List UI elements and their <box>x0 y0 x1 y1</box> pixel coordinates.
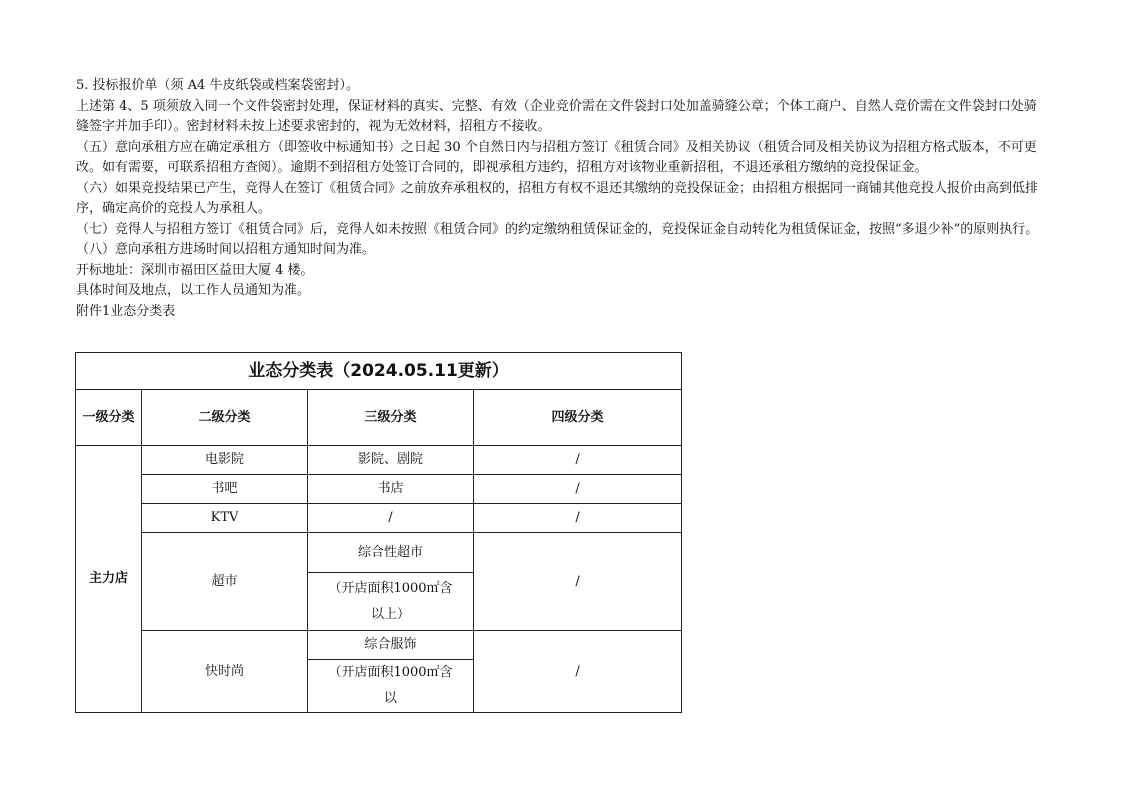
attachment-caption: 附件1业态分类表 <box>76 303 176 319</box>
ktv-l3: / <box>308 504 474 533</box>
category-table <box>75 352 682 713</box>
table-row <box>76 475 682 504</box>
cinema-l4: / <box>474 446 682 475</box>
cinema-l2: 电影院 <box>142 446 308 475</box>
paragraph-sealing: 上述第 4、5 项须放入同一个文件袋密封处理，保证材料的真实、完整、有效（企业竞价需在文件袋封口处加盖骑缝公章；个体工商户、自然人竞价需在文件袋封口处骑缝签字并加手印）。密封材料未按上述要求密封的，视为无效材料，招租方不接收。 <box>76 98 1037 134</box>
fastfashion-l3b: （开店面积1000㎡含以 <box>308 660 474 713</box>
bookbar-l4: / <box>474 475 682 504</box>
paragraph-item-5: （五）意向承租方应在确定承租方（即签收中标通知书）之日起 30 个自然日内与招租方签订《租赁合同》及相关协议（租赁合同及相关协议为招租方格式版本，不可更改。如有需要，可联系招租方查阅）。逾期不到招租方处签订合同的，即视承租方违约，招租方对该物业重新招租，不退还承租方缴纳的竞投保证金。 <box>76 139 1037 175</box>
paragraph-schedule: 具体时间及地点，以工作人员通知为准。 <box>76 283 311 298</box>
fastfashion-l2: 快时尚 <box>142 631 308 713</box>
table-row <box>76 504 682 533</box>
header-level1: 一级分类 <box>76 390 142 446</box>
paragraph-bid-quote: 5. 投标报价单（须 A4 牛皮纸袋或档案袋密封）。 <box>76 78 359 93</box>
paragraph-item-7: （七）竞得人与招租方签订《租赁合同》后，竞得人如未按照《租赁合同》的约定缴纳租赁保证金的，竞投保证金自动转化为租赁保证金，按照“多退少补”的原则执行。 <box>76 221 1039 237</box>
fastfashion-l4: / <box>474 631 682 713</box>
paragraph-address: 开标地址：深圳市福田区益田大厦 4 楼。 <box>76 262 314 278</box>
ktv-l4: / <box>474 504 682 533</box>
supermarket-l3b: （开店面积1000㎡含以上） <box>308 573 474 631</box>
paragraph-item-6: （六）如果竞投结果已产生，竞得人在签订《租赁合同》之前放弃承租权的，招租方有权不退还其缴纳的竞投保证金；由招租方根据同一商铺其他竞投人报价由高到低排序，确定高价的竞投人为承租人。 <box>76 180 1039 216</box>
notice-text <box>76 76 1048 322</box>
header-level2: 二级分类 <box>142 390 308 446</box>
header-level4: 四级分类 <box>474 390 682 446</box>
table-row <box>76 631 682 660</box>
bookbar-l3: 书店 <box>308 475 474 504</box>
supermarket-l4: / <box>474 533 682 631</box>
ktv-l2: KTV <box>142 504 308 533</box>
table-title: 业态分类表（2024.05.11更新） <box>76 353 682 390</box>
cinema-l3: 影院、剧院 <box>308 446 474 475</box>
table-row <box>76 533 682 573</box>
bookbar-l2: 书吧 <box>142 475 308 504</box>
supermarket-l3a: 综合性超市 <box>308 533 474 573</box>
level1-cell: 主力店 <box>76 446 142 713</box>
table-row <box>76 446 682 475</box>
paragraph-item-8: （八）意向承租方进场时间以招租方通知时间为准。 <box>76 242 376 257</box>
fastfashion-l3a: 综合服饰 <box>308 631 474 660</box>
supermarket-l2: 超市 <box>142 533 308 631</box>
header-level3: 三级分类 <box>308 390 474 446</box>
